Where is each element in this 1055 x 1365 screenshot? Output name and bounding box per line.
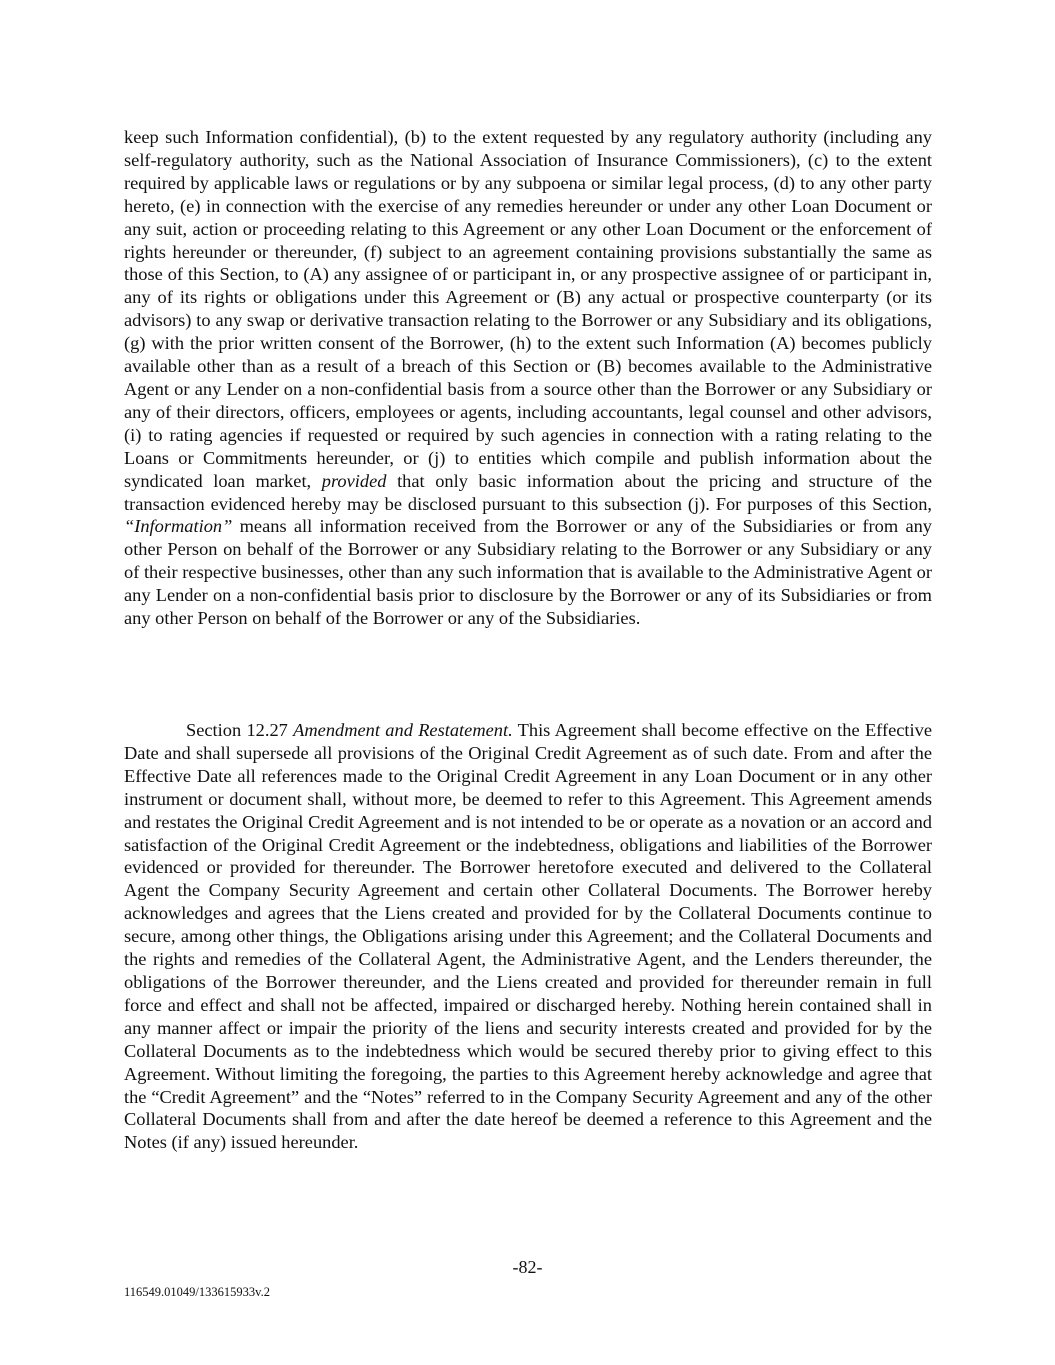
provided-term: provided: [321, 470, 387, 491]
document-id: 116549.01049/133615933v.2: [124, 1285, 270, 1299]
section-body-text: This Agreement shall become effective on the Effective Date and shall supersede all provisions of the Original Credit Agreement as of such date. From and after the Effective Date all references made to the Original Credit Agreement in any Loan Document or in any other instrument or document shall, without more, be deemed to refer to this Agreement. This Agreement amends and restates the Original Credit Agreement and is not intended to be or operate as a novation or an accord and satisfaction of the Original Credit Agreement or the indebtedness, obligations and liabilities of the Borrower evidenced or provided for thereunder. The Borrower heretofore executed and delivered to the Collateral Agent the Company Security Agreement and certain other Collateral Documents. The Borrower hereby acknowledges and agrees that the Liens created and provided for by the Collateral Documents continue to secure, among other things, the Obligations arising under this Agreement; and the Collateral Documents and the rights and remedies of the Collateral Agent, the Administrative Agent, and the Lenders thereunder, the obligations of the Borrower thereunder, and the Liens created and provided for thereunder remain in full force and effect and shall not be affected, impaired or discharged hereby. Nothing herein contained shall in any manner affect or impair the priority of the liens and security interests created and provided for by the Collateral Documents as to the indebtedness which would be secured thereby prior to giving effect to this Agreement. Without limiting the foregoing, the parties to this Agreement hereby acknowledge and agree that the “Credit Agreement” and the “Notes” referred to in the Company Security Agreement and any of the other Collateral Documents shall from and after the date hereof be deemed a reference to this Agreement and the Notes (if any) issued hereunder.: [124, 720, 932, 1153]
information-defined-term: “Information”: [124, 516, 233, 537]
paragraph-text-part-a: keep such Information confidential), (b) to the extent requested by any regulatory authority (including any self-regulatory authority, such as the National Association of Insurance Commissioners), (c) to the extent required by applicable laws or regulations or by any subpoena or similar legal process, (d) to any other party hereto, (e) in connection with the exercise of any remedies hereunder or under any other Loan Document or any suit, action or proceeding relating to this Agreement or any other Loan Document or the enforcement of rights hereunder or thereunder, (f) subject to an agreement containing provisions substantially the same as those of this Section, to (A) any assignee of or participant in, or any prospective assignee of or participant in, any of its rights or obligations under this Agreement or (B) any actual or prospective counterparty (or its advisors) to any swap or derivative transaction relating to the Borrower or any Subsidiary and its obligations, (g) with the prior written consent of the Borrower, (h) to the extent such Information (A) becomes publicly available other than as a result of a breach of this Section or (B) becomes available to the Administrative Agent or any Lender on a non-confidential basis from a source other than the Borrower or any Subsidiary or any of their directors, officers, employees or agents, including accountants, legal counsel and other advisors, (i) to rating agencies if requested or required by such agencies in connection with a rating relating to the Loans or Commitments hereunder, or (j) to entities which compile and publish information about the syndicated loan market,: [124, 127, 932, 491]
section-number: Section 12.27: [186, 720, 288, 740]
section-12-27-paragraph: [124, 719, 932, 1154]
page-number: -82-: [512, 1257, 543, 1277]
confidentiality-paragraph-continuation: [124, 126, 932, 630]
paragraph-text-part-b: that only basic information about the pricing and structure of the transaction evidenced hereby may be disclosed pursuant to this subsection (j). For purposes of this Section,: [124, 470, 933, 514]
section-heading: Amendment and Restatement.: [293, 720, 513, 740]
paragraph-text-part-c: means all information received from the Borrower or any of the Subsidiaries or from any other Person on behalf of the Borrower or any Subsidiary relating to the Borrower or any Subsidiary or any of their respective businesses, other than any such information that is available to the Administrative Agent or any Lender on a non-confidential basis prior to disclosure by the Borrower or any of its Subsidiaries or from any other Person on behalf of the Borrower or any of the Subsidiaries.: [124, 516, 932, 629]
